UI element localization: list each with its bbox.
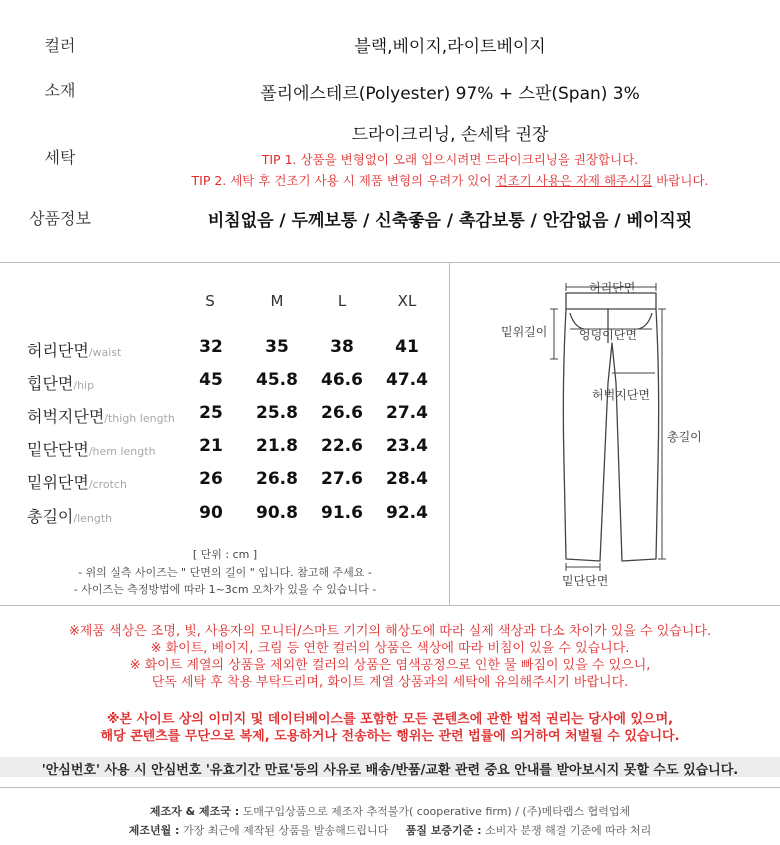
divider-bottom [0, 787, 780, 788]
wash-value: 드라이크리닝, 손세탁 권장 [351, 125, 549, 145]
table-cell: 38 [330, 337, 354, 357]
measure-note-2: - 사이즈는 측정방법에 따라 1~3cm 오차가 있을 수 있습니다 - [73, 583, 377, 596]
material-label: 소재 [44, 81, 76, 100]
divider-middle [0, 605, 780, 606]
safe-number-notice: '안심번호' 사용 시 안심번호 '유효기간 만료'등의 사유로 배송/반품/교환 관련 중요 안내를 받아보시지 못할 수도 있습니다. [41, 763, 739, 778]
warning-color: ※제품 색상은 조명, 빛, 사용자의 모니터/스마트 기기의 해상도에 따라 실제 색상과 다소 차이가 있을 수 있습니다. [68, 624, 712, 639]
legal-notice-2: 해당 콘텐츠를 무단으로 복제, 도용하거나 전송하는 행위는 관련 법률에 의거하여 처벌될 수 있습니다. [100, 729, 680, 744]
warning-dye: ※ 화이트 계열의 상품을 제외한 컬러의 상품은 염색공정으로 인한 물 빠짐이 있을 수 있으니, [129, 658, 651, 673]
pants-body-shape [563, 309, 658, 561]
pants-pocket-right [638, 313, 652, 329]
color-label: 컬러 [44, 36, 76, 55]
table-cell: 90 [199, 503, 223, 523]
table-cell: 21 [199, 436, 223, 456]
wash-tip-2-underline: 건조기 사용은 자제 해주시길 [495, 173, 653, 188]
pants-diagram [450, 263, 780, 605]
size-header-s: S [205, 292, 215, 310]
wash-tip-2: TIP 2. 세탁 후 건조기 사용 시 제품 변형의 우려가 있어 건조기 사용은 자제 해주시길 바랍니다. [191, 173, 709, 188]
unit-note: [ 단위 : cm ] [192, 548, 258, 561]
footer-maker: 제조자 & 제조국 : 도매구입상품으로 제조자 추적불가( cooperative firm) / (주)메타랩스 협력업체 [149, 805, 631, 818]
warning-wash-separately: 단독 세탁 후 착용 부탁드리며, 화이트 계열 상품과의 세탁에 유의해주시기 바랍니다. [151, 675, 629, 690]
table-cell: 25.8 [256, 403, 298, 423]
table-cell: 45 [199, 370, 223, 390]
row-name-waist: 허리단면/waist [27, 341, 122, 360]
detail-value: 비침없음 / 두께보통 / 신축좋음 / 촉감보통 / 안감없음 / 베이직핏 [207, 211, 693, 231]
table-cell: 23.4 [386, 436, 428, 456]
measure-note-1: - 위의 실측 사이즈는 " 단면의 길이 " 입니다. 참고해 주세요 - [78, 566, 372, 579]
table-cell: 46.6 [321, 370, 363, 390]
detail-label: 상품정보 [29, 209, 91, 228]
size-header-m: M [270, 292, 284, 310]
diagram-label-rise: 밑위길이 [501, 325, 548, 339]
table-cell: 27.6 [321, 469, 363, 489]
table-cell: 27.4 [386, 403, 428, 423]
table-cell: 25 [199, 403, 223, 423]
diagram-label-hip: 엉덩이단면 [579, 328, 637, 342]
table-cell: 47.4 [386, 370, 428, 390]
diagram-label-length: 총길이 [667, 430, 702, 444]
color-value: 블랙,베이지,라이트베이지 [354, 37, 546, 57]
table-cell: 28.4 [386, 469, 428, 489]
size-header-l: L [337, 292, 347, 310]
wash-tip-1: TIP 1. 상품을 변형없이 오래 입으시려면 드라이크리닝을 권장합니다. [261, 152, 639, 167]
table-cell: 26.6 [321, 403, 363, 423]
table-cell: 91.6 [321, 503, 363, 523]
row-name-length: 총길이/length [27, 507, 113, 526]
table-cell: 35 [265, 337, 289, 357]
legal-notice-1: ※본 사이트 상의 이미지 및 데이터베이스를 포함한 모든 콘텐츠에 관한 법적 권리는 당사에 있으며, [106, 712, 674, 727]
row-name-crotch: 밑위단면/crotch [27, 473, 127, 492]
table-cell: 26.8 [256, 469, 298, 489]
wash-label: 세탁 [44, 148, 76, 167]
row-name-thigh: 허벅지단면/thigh length [27, 407, 175, 426]
table-cell: 92.4 [386, 503, 428, 523]
diagram-label-waist: 허리단면 [589, 281, 636, 295]
row-name-hip: 힙단면/hip [27, 374, 95, 393]
row-name-hem: 밑단단면/hem length [27, 440, 156, 459]
table-cell: 45.8 [256, 370, 298, 390]
size-header-xl: XL [397, 292, 417, 310]
table-cell: 41 [395, 337, 419, 357]
table-cell: 90.8 [256, 503, 298, 523]
material-value: 폴리에스테르(Polyester) 97% + 스판(Span) 3% [260, 84, 640, 104]
diagram-label-thigh: 허벅지단면 [592, 388, 650, 402]
table-cell: 32 [199, 337, 223, 357]
footer-date-warranty: 제조년월 : 가장 최근에 제작된 상품을 발송해드립니다 품질 보증기준 : 소비자 분쟁 해결 기준에 따라 처리 [128, 824, 652, 837]
table-cell: 26 [199, 469, 223, 489]
table-cell: 21.8 [256, 436, 298, 456]
diagram-label-hem: 밑단단면 [562, 574, 609, 588]
table-cell: 22.6 [321, 436, 363, 456]
warning-light-color: ※ 화이트, 베이지, 크림 등 연한 컬러의 상품은 색상에 따라 비침이 있을 수 있습니다. [150, 641, 630, 656]
